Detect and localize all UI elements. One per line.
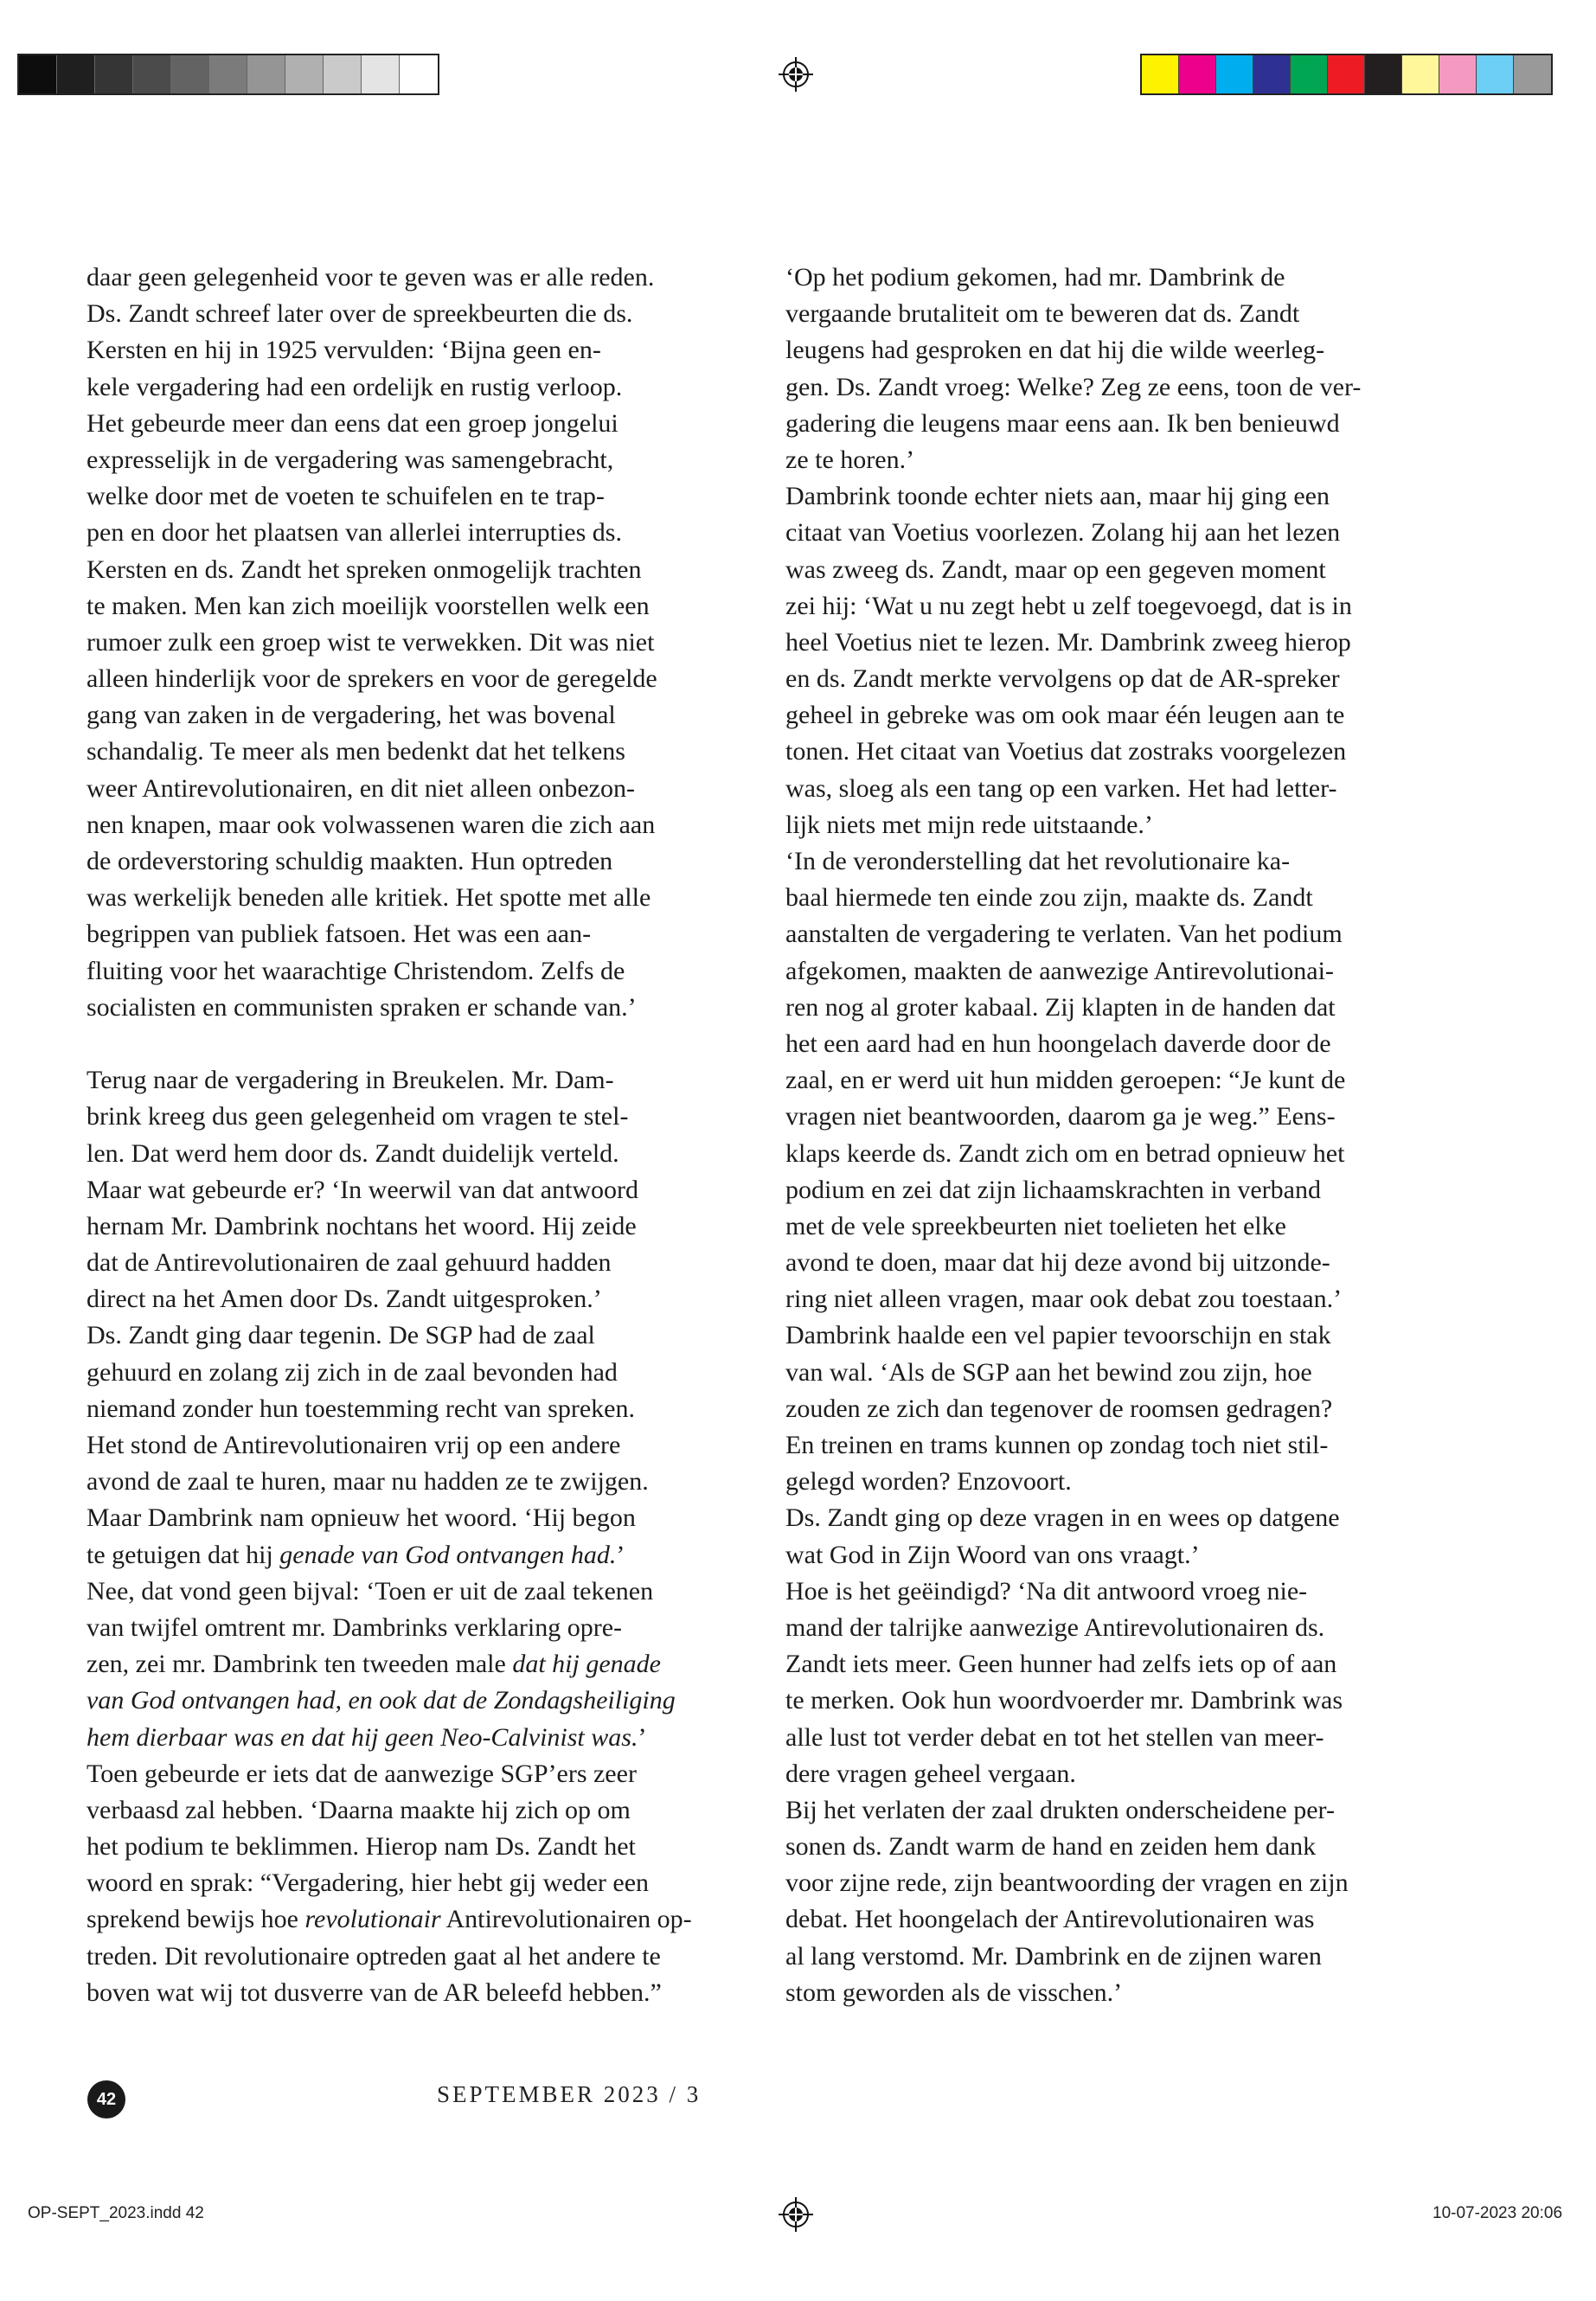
text-line: ze te horen.’ — [785, 445, 915, 474]
text-line: rumoer zulk een groep wist te verwekken. Dit was niet — [87, 627, 655, 657]
text-line: Het gebeurde meer dan eens dat een groep jongelui — [87, 408, 619, 438]
text-line: klaps keerde ds. Zandt zich om en betrad opnieuw het — [785, 1138, 1345, 1168]
text-line — [87, 1646, 758, 1682]
text-line: daar geen gelegenheid voor te geven was er alle reden. — [87, 263, 655, 292]
text-line: treden. Dit revolutionaire optreden gaat al het andere te — [87, 1941, 661, 1971]
text-line: de ordeverstoring schuldig maakten. Hun optreden — [87, 847, 613, 875]
text-line: gelegd worden? Enzovoort. — [785, 1467, 1072, 1497]
text-line: len. Dat werd hem door ds. Zandt duidelijk verteld. — [87, 1138, 619, 1168]
text-line: podium en zei dat zijn lichaamskrachten in verband — [785, 1175, 1321, 1204]
text-line: alle lust tot verder debat en tot het stellen van meer- — [785, 1722, 1324, 1752]
italic-text: genade van God ontvangen had. — [279, 1540, 617, 1569]
italic-text: van God ontvangen had, en ook dat de Zondagsheiliging — [87, 1686, 676, 1715]
text-line: Kersten en ds. Zandt het spreken onmogelijk trachten — [87, 554, 642, 584]
calibration-swatch — [324, 55, 362, 93]
text-line: Maar Dambrink nam opnieuw het woord. ‘Hij begon — [87, 1503, 636, 1533]
text-line: brink kreeg dus geen gelegenheid om vragen te stel- — [87, 1102, 629, 1131]
calibration-swatch — [171, 55, 209, 93]
text-line: aanstalten de vergadering te verlaten. Van het podium — [785, 920, 1343, 949]
text-line: Bij het verlaten der zaal drukten onderscheidene per- — [785, 1795, 1335, 1824]
text-line: ring niet alleen vragen, maar ook debat zou toestaan.’ — [785, 1285, 1343, 1314]
text-line: geheel in gebreke was om ook maar één leugen aan te — [785, 701, 1345, 730]
text-line: dere vragen geheel vergaan. — [785, 1759, 1076, 1788]
calibration-swatch — [1253, 55, 1291, 93]
text-line: te maken. Men kan zich moeilijk voorstellen welk een — [87, 591, 650, 620]
calibration-swatch — [1514, 55, 1551, 93]
text-line: niemand zonder hun toestemming recht van spreken. — [87, 1394, 635, 1423]
text-line: vergaande brutaliteit om te beweren dat ds. Zandt — [785, 299, 1300, 329]
text-line: Ds. Zandt ging op deze vragen in en wees op datgene — [785, 1503, 1340, 1533]
italic-text: revolutionair — [304, 1905, 441, 1934]
text-line: ‘Op het podium gekomen, had mr. Dambrink de — [785, 263, 1285, 292]
slug-file-name: OP-SEPT_2023.indd 42 — [28, 2204, 204, 2222]
text-line: gadering die leugens maar eens aan. Ik ben benieuwd — [785, 408, 1340, 438]
text-line: het podium te beklimmen. Hierop nam Ds. Zandt het — [87, 1832, 636, 1862]
text-line: Dambrink toonde echter niets aan, maar hij ging een — [785, 482, 1330, 511]
text-line: al lang verstomd. Mr. Dambrink en de zijnen waren — [785, 1941, 1322, 1971]
text-line: zaal, en er werd uit hun midden geroepen: “Je kunt de — [785, 1066, 1346, 1095]
grayscale-calibration-bar — [17, 54, 439, 95]
text-line: met de vele spreekbeurten niet toelieten het elke — [785, 1211, 1286, 1240]
text-line: nen knapen, maar ook volwassenen waren die zich aan — [87, 810, 656, 839]
calibration-swatch — [1328, 55, 1365, 93]
text-line: en ds. Zandt merkte vervolgens op dat de AR-spreker — [785, 664, 1340, 694]
color-calibration-bar — [1140, 54, 1553, 95]
text-line: Terug naar de vergadering in Breukelen. Mr. Dam- — [87, 1066, 614, 1095]
text-line: Ds. Zandt schreef later over de spreekbeurten die ds. — [87, 299, 633, 329]
text-line: Het stond de Antirevolutionairen vrij op een andere — [87, 1431, 621, 1459]
text-line: kele vergadering had een ordelijk en rustig verloop. — [87, 372, 623, 401]
calibration-swatch — [57, 55, 95, 93]
text-line: heel Voetius niet te lezen. Mr. Dambrink zweeg hierop — [785, 627, 1351, 657]
text-line: gehuurd en zolang zij zich in de zaal bevonden had — [87, 1357, 618, 1387]
text-line: zouden ze zich dan tegenover de roomsen gedragen? — [785, 1394, 1333, 1423]
text-line: socialisten en communisten spraken er schande van.’ — [87, 992, 637, 1022]
slug-timestamp: 10-07-2023 20:06 — [1433, 2204, 1563, 2222]
text-line: leugens had gesproken en dat hij die wilde weerleg- — [785, 336, 1325, 365]
text-line: vragen niet beantwoorden, daarom ga je weg.” Eens- — [785, 1102, 1336, 1131]
text-line: Nee, dat vond geen bijval: ‘Toen er uit de zaal tekenen — [87, 1576, 654, 1606]
text-line: citaat van Voetius voorlezen. Zolang hij aan het lezen — [785, 518, 1341, 548]
calibration-swatch — [362, 55, 400, 93]
text-line — [87, 1537, 758, 1574]
text-line: voor zijne rede, zijn beantwoording der vragen en zijn — [785, 1868, 1349, 1898]
text-line: gen. Ds. Zandt vroeg: Welke? Zeg ze eens, toon de ver- — [785, 372, 1362, 401]
calibration-swatch — [1179, 55, 1216, 93]
italic-text: dat hij genade — [512, 1650, 661, 1679]
text-line: woord en sprak: “Vergadering, hier hebt gij weder een — [87, 1868, 650, 1898]
text-line: avond te doen, maar dat hij deze avond bij uitzonde- — [785, 1248, 1330, 1278]
calibration-swatch — [95, 55, 133, 93]
text-line: was zweeg ds. Zandt, maar op een gegeven moment — [785, 554, 1326, 584]
text-line: avond de zaal te huren, maar nu hadden ze te zwijgen. — [87, 1467, 649, 1497]
text-line: het een aard had en hun hoongelach daverde door de — [785, 1029, 1331, 1058]
text-line: lijk niets met mijn rede uitstaande.’ — [785, 810, 1153, 839]
calibration-swatch — [1216, 55, 1253, 93]
issue-label: SEPTEMBER 2023 / 3 — [437, 2081, 702, 2107]
calibration-swatch — [19, 55, 57, 93]
text-line: sonen ds. Zandt warm de hand en zeiden hem dank — [785, 1832, 1317, 1862]
text-line: tonen. Het citaat van Voetius dat zostraks voorgelezen — [785, 737, 1347, 766]
text-line: te merken. Ook hun woordvoerder mr. Dambrink was — [785, 1686, 1343, 1715]
text-line: welke door met de voeten te schuifelen en te trap- — [87, 482, 605, 511]
text-span: zen, zei mr. Dambrink ten tweeden male — [87, 1650, 513, 1679]
text-line: expresselijk in de vergadering was samengebracht, — [87, 445, 614, 474]
text-line: mand der talrijke aanwezige Antirevolutionairen ds. — [785, 1612, 1325, 1642]
text-line: zei hij: ‘Wat u nu zegt hebt u zelf toegevoegd, dat is in — [785, 591, 1352, 620]
text-line: was, sloeg als een tang op een varken. Het had letter- — [785, 773, 1337, 803]
text-line: Ds. Zandt ging daar tegenin. De SGP had de zaal — [87, 1321, 595, 1350]
text-line — [87, 1720, 758, 1756]
text-line: weer Antirevolutionairen, en dit niet alleen onbezon- — [87, 773, 635, 803]
text-line: pen en door het plaatsen van allerlei interrupties ds. — [87, 518, 622, 548]
registration-mark-icon — [779, 57, 813, 92]
text-line: begrippen van publiek fatsoen. Het was een aan- — [87, 920, 592, 949]
text-line: stom geworden als de visschen.’ — [785, 1977, 1123, 2007]
text-span: ’ — [616, 1540, 625, 1569]
text-line — [87, 1682, 758, 1719]
text-line — [87, 1901, 758, 1938]
text-line: Toen gebeurde er iets dat de aanwezige SGP’ers zeer — [87, 1759, 637, 1788]
text-line: van wal. ‘Als de SGP aan het bewind zou zijn, hoe — [785, 1357, 1312, 1387]
registration-mark-icon — [779, 2197, 813, 2232]
text-span: te getuigen dat hij — [87, 1540, 280, 1569]
text-span: Antirevolutionairen op- — [440, 1905, 692, 1934]
text-line: En treinen en trams kunnen op zondag toch niet stil- — [785, 1431, 1329, 1459]
page-number-badge: 42 — [87, 2080, 125, 2118]
text-line: boven wat wij tot dusverre van de AR beleefd hebben.” — [87, 1977, 662, 2007]
text-line: schandalig. Te meer als men bedenkt dat het telkens — [87, 737, 625, 766]
calibration-swatch — [1439, 55, 1477, 93]
text-line: hernam Mr. Dambrink nochtans het woord. Hij zeide — [87, 1211, 637, 1240]
calibration-swatch — [209, 55, 247, 93]
paragraph-gap — [87, 1026, 758, 1062]
calibration-swatch — [133, 55, 171, 93]
left-text-column — [87, 260, 758, 2011]
text-line: direct na het Amen door Ds. Zandt uitgesproken.’ — [87, 1285, 602, 1314]
text-line: fluiting voor het waarachtige Christendom. Zelfs de — [87, 956, 625, 985]
text-line: verbaasd zal hebben. ‘Daarna maakte hij zich op om — [87, 1795, 631, 1824]
text-line: Dambrink haalde een vel papier tevoorschijn en stak — [785, 1321, 1331, 1350]
calibration-swatch — [285, 55, 324, 93]
text-line: dat de Antirevolutionairen de zaal gehuurd hadden — [87, 1248, 612, 1278]
text-span: sprekend bewijs hoe — [87, 1905, 305, 1934]
calibration-swatch — [1291, 55, 1328, 93]
calibration-swatch — [400, 55, 438, 93]
text-span: ’ — [638, 1722, 647, 1752]
text-line: gang van zaken in de vergadering, het was bovenal — [87, 701, 616, 730]
right-text-column — [785, 260, 1457, 2011]
text-line: wat God in Zijn Woord van ons vraagt.’ — [785, 1540, 1200, 1569]
text-line: afgekomen, maakten de aanwezige Antirevolutionai- — [785, 956, 1334, 985]
text-line: van twijfel omtrent mr. Dambrinks verklaring opre- — [87, 1612, 622, 1642]
calibration-swatch — [1365, 55, 1402, 93]
calibration-swatch — [1402, 55, 1439, 93]
text-line: Maar wat gebeurde er? ‘In weerwil van dat antwoord — [87, 1175, 639, 1204]
calibration-swatch — [1477, 55, 1514, 93]
text-line: ‘In de veronderstelling dat het revolutionaire ka- — [785, 847, 1291, 875]
text-line: Hoe is het geëindigd? ‘Na dit antwoord vroeg nie- — [785, 1576, 1308, 1606]
calibration-swatch — [247, 55, 285, 93]
text-line: ren nog al groter kabaal. Zij klapten in de handen dat — [785, 992, 1336, 1022]
text-line: Zandt iets meer. Geen hunner had zelfs iets op of aan — [785, 1650, 1337, 1679]
text-line: alleen hinderlijk voor de sprekers en voor de geregelde — [87, 664, 657, 694]
italic-text: hem dierbaar was en dat hij geen Neo-Calvinist was. — [87, 1722, 638, 1752]
text-line: baal hiermede ten einde zou zijn, maakte ds. Zandt — [785, 883, 1313, 913]
calibration-swatch — [1142, 55, 1179, 93]
text-line: debat. Het hoongelach der Antirevolutionairen was — [785, 1905, 1315, 1934]
text-line: Kersten en hij in 1925 vervulden: ‘Bijna geen en- — [87, 336, 601, 365]
text-line: was werkelijk beneden alle kritiek. Het spotte met alle — [87, 883, 651, 913]
